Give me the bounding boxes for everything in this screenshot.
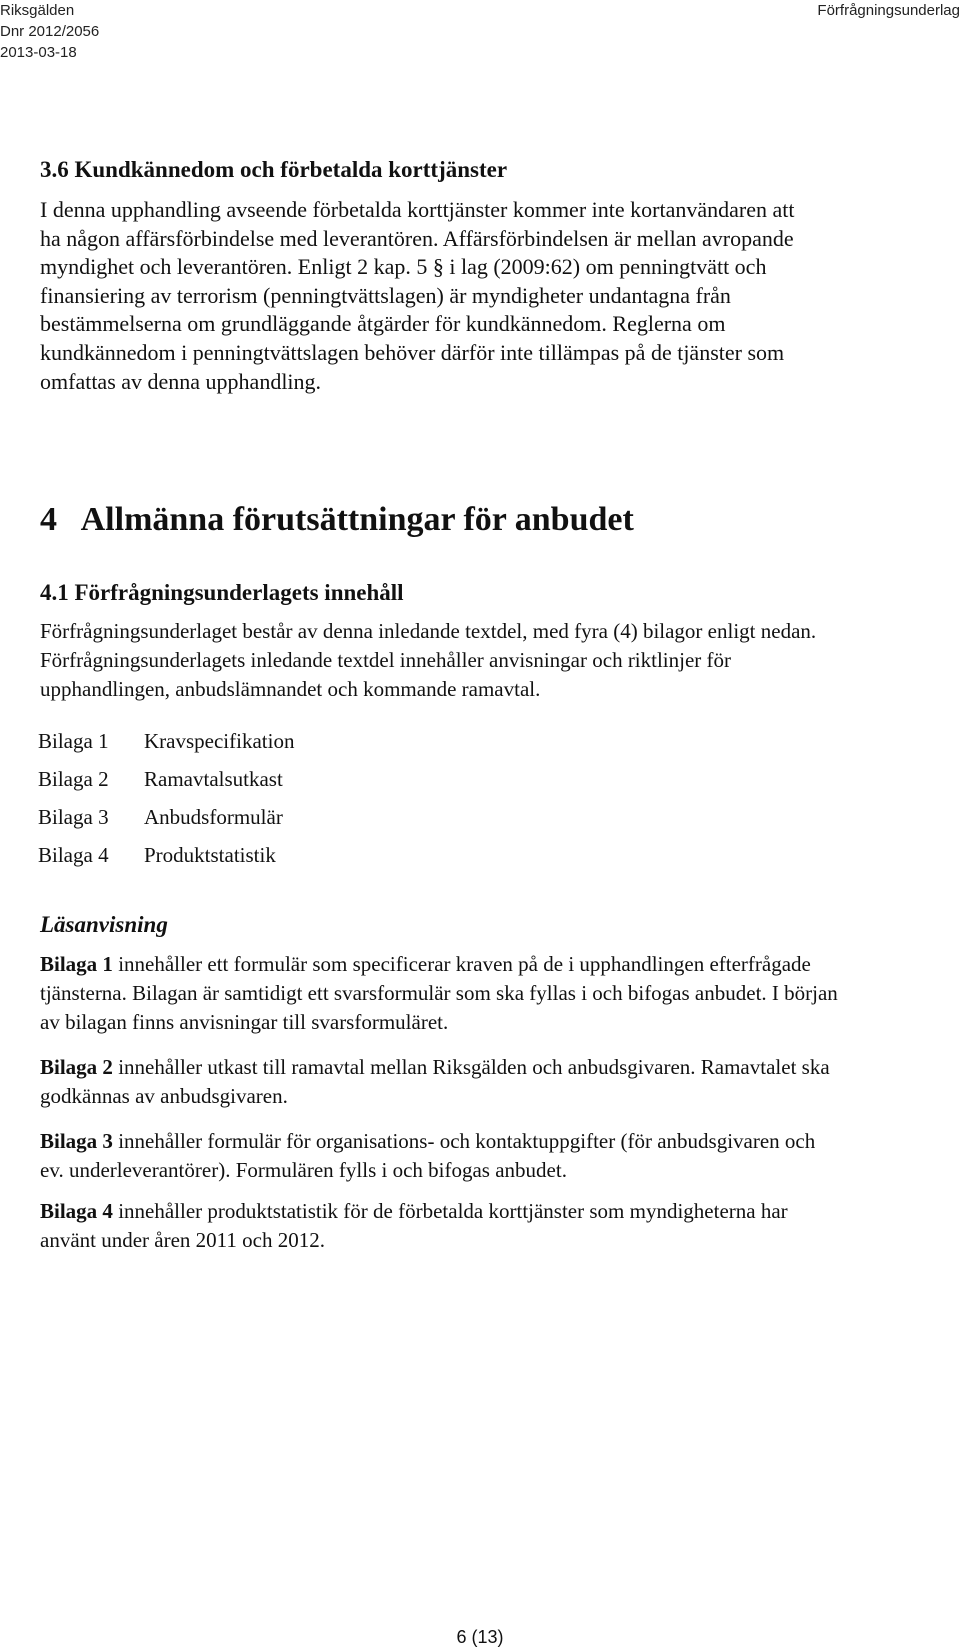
body-line: tjänsterna. Bilagan är samtidigt ett svarsformulär som ska fyllas i och bifogas anbudet. I början: [40, 981, 838, 1005]
bilaga-label: Bilaga 3: [38, 804, 109, 829]
body-line: upphandlingen, anbudslämnandet och kommande ramavtal.: [40, 677, 541, 701]
bilaga-label: Bilaga 2: [38, 766, 109, 791]
bilaga-label: Bilaga 1: [38, 728, 109, 753]
list-item: [38, 760, 294, 798]
section-4-1-body: [40, 617, 940, 704]
body-line: Förfrågningsunderlaget består av denna inledande textdel, med fyra (4) bilagor enligt nedan.: [40, 619, 817, 643]
bilaga-ref: Bilaga 4: [40, 1199, 113, 1223]
lasanvisning-para-3: [40, 1127, 940, 1185]
bilaga-title: Produktstatistik: [144, 842, 276, 867]
page-header-left: [0, 0, 99, 63]
body-line: kundkännedom i penningtvättslagen behöver därför inte tillämpas på de tjänster som: [40, 339, 785, 365]
bilaga-title: Kravspecifikation: [144, 728, 295, 753]
body-line: omfattas av denna upphandling.: [40, 368, 322, 394]
body-line: I denna upphandling avseende förbetalda korttjänster kommer inte kortanvändaren att: [40, 197, 795, 222]
body-line: [40, 950, 940, 979]
body-line: av bilagan finns anvisningar till svarsformuläret.: [40, 1010, 449, 1034]
body-line: finansiering av terrorism (penningtvättslagen) är myndigheter undantagna från: [40, 282, 731, 308]
body-text: innehåller ett formulär som specificerar kraven på de i upphandlingen efterfrågade: [112, 952, 811, 976]
header-org: Riksgälden: [0, 2, 75, 19]
header-doc-type: Förfrågningsunderlag: [817, 2, 960, 19]
body-line: godkännas av anbudsgivaren.: [40, 1084, 288, 1108]
body-line: [40, 1127, 940, 1156]
body-line: Förfrågningsunderlagets inledande textdel innehåller anvisningar och riktlinjer för: [40, 648, 732, 672]
bilaga-label: Bilaga 4: [38, 842, 109, 867]
body-line: [40, 1197, 940, 1226]
body-line: använt under åren 2011 och 2012.: [40, 1228, 325, 1252]
lasanvisning-para-1: [40, 950, 940, 1037]
list-item: [38, 836, 294, 874]
chapter-4-heading: 4 Allmänna förutsättningar för anbudet: [40, 501, 634, 538]
bilaga-ref: Bilaga 1: [40, 952, 113, 976]
page-number: 6 (13): [456, 1627, 504, 1647]
body-text: innehåller utkast till ramavtal mellan Riksgälden och anbudsgivaren. Ramavtalet ska: [112, 1055, 830, 1079]
body-text: innehåller produktstatistik för de förbetalda korttjänster som myndigheterna har: [112, 1199, 788, 1223]
body-line: myndighet och leverantören. Enligt 2 kap. 5 § i lag (2009:62) om penningtvätt och: [40, 254, 767, 280]
bilaga-list: [38, 722, 294, 874]
body-line: ev. underleverantörer). Formulären fylls i och bifogas anbudet.: [40, 1158, 567, 1182]
body-line: ha någon affärsförbindelse med leverantören. Affärsförbindelsen är mellan avropande: [40, 225, 794, 251]
section-3-6-heading: 3.6 Kundkännedom och förbetalda korttjänster: [40, 157, 508, 182]
bilaga-title: Anbudsformulär: [144, 804, 283, 829]
bilaga-ref: Bilaga 3: [40, 1129, 113, 1153]
lasanvisning-para-2: [40, 1053, 940, 1111]
section-4-1-heading: 4.1 Förfrågningsunderlagets innehåll: [40, 580, 404, 605]
bilaga-ref: Bilaga 2: [40, 1055, 113, 1079]
list-item: [38, 722, 294, 760]
list-item: [38, 798, 294, 836]
header-date: 2013-03-18: [0, 44, 77, 61]
body-line: bestämmelserna om grundläggande åtgärder för kundkännedom. Reglerna om: [40, 311, 726, 337]
lasanvisning-heading: Läsanvisning: [40, 912, 168, 937]
lasanvisning-para-4: [40, 1197, 940, 1255]
header-dnr: Dnr 2012/2056: [0, 23, 100, 40]
body-line: [40, 1053, 940, 1082]
bilaga-title: Ramavtalsutkast: [144, 766, 283, 791]
section-3-6-body: [40, 196, 940, 396]
body-text: innehåller formulär för organisations- och kontaktuppgifter (för anbudsgivaren och: [112, 1129, 816, 1153]
